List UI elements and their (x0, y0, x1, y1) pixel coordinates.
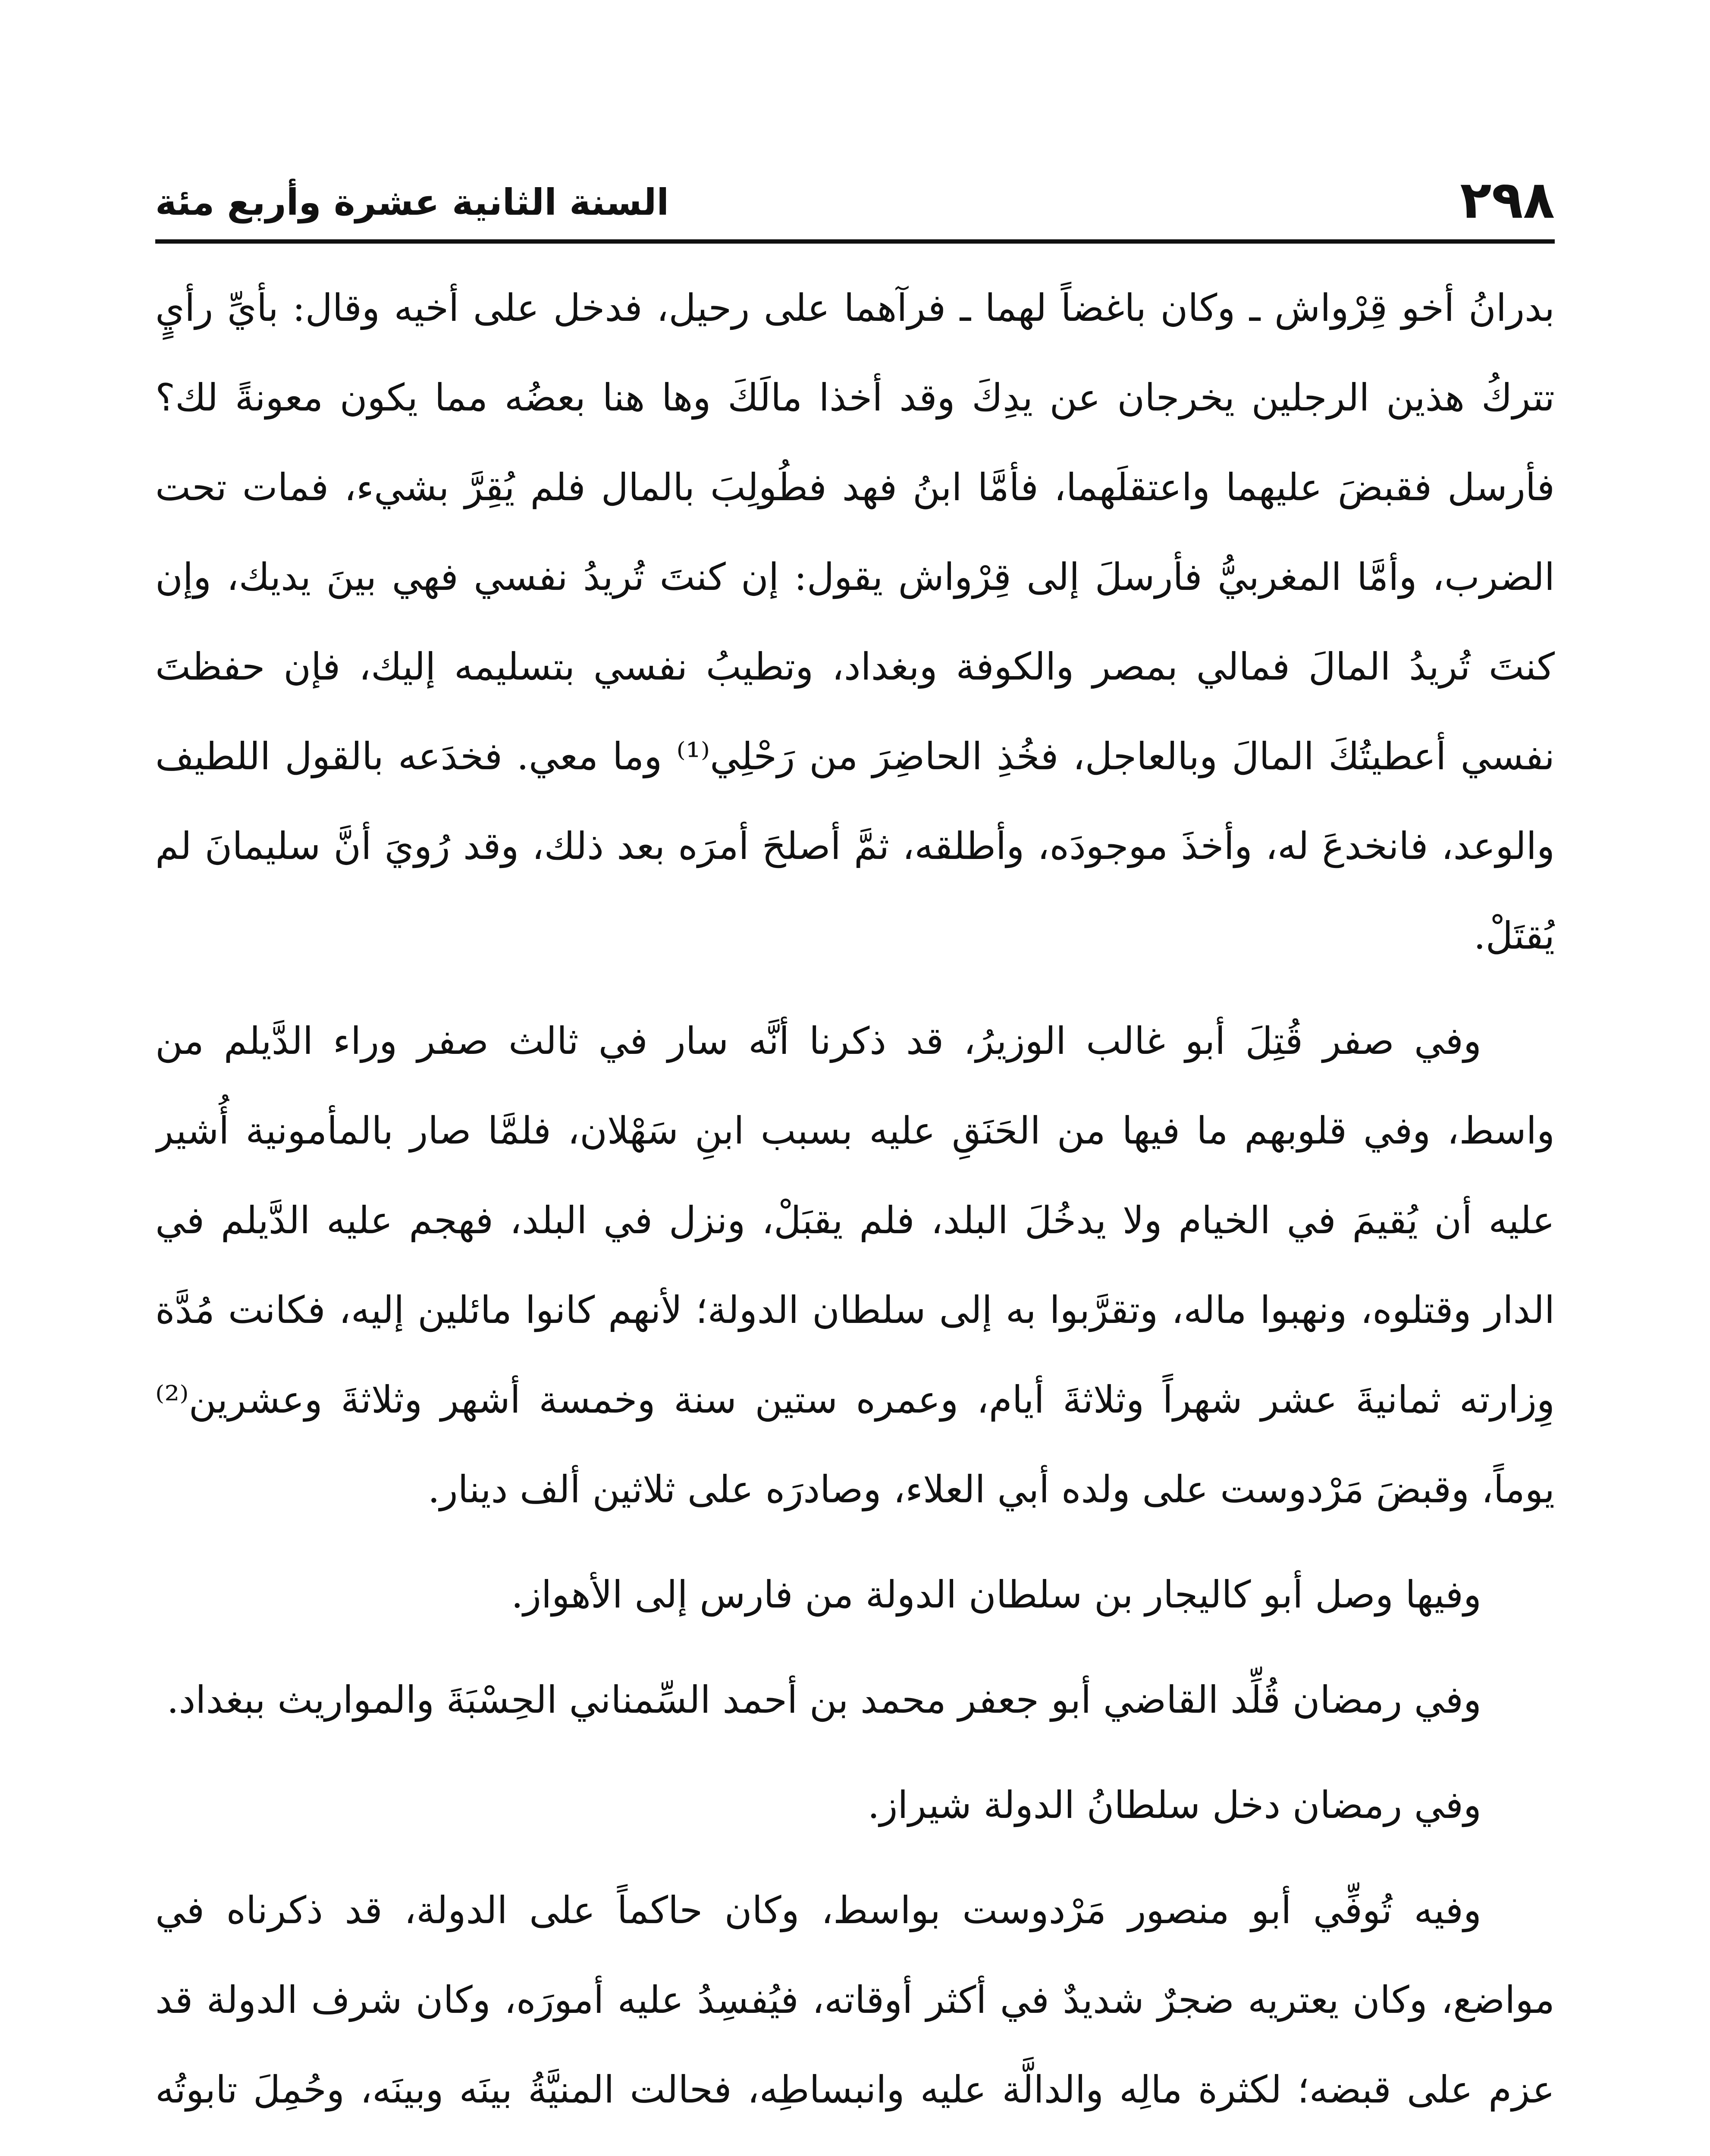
paragraph: وفيها وصل أبو كاليجار بن سلطان الدولة من فارس إلى الأهواز. (511, 1573, 1481, 1617)
paragraph: وفي رمضان دخل سلطانُ الدولة شيراز. (867, 1783, 1481, 1827)
page-number: ٢٩٨ (1460, 170, 1555, 230)
page-header (155, 170, 1555, 235)
paragraph: وفيه تُوفِّي أبو منصور مَرْدوست بواسط، وكان حاكماً على الدولة، قد ذكرناه في مواضع، وكان يعتريه ضجرٌ شديدٌ في أكثر أوقاته، فيُفسِدُ عليه أمورَه، وكان شرف الدولة قد عزم على قبضه؛ لكثرة مالِه والدالَّة عليه وانبساطِه، فحالت المنيَّةُ بينَه وبينَه، وحُمِلَ تابوتُه (155, 1888, 1555, 2112)
body-text (155, 263, 1555, 2156)
paragraph: وفي صفر قُتِلَ أبو غالب الوزيرُ، قد ذكرنا أنَّه سار في ثالث صفر وراء الدَّيلم من واسط، وفي قلوبهم ما فيها من الحَنَقِ عليه بسبب ابنِ سَهْلان، فلمَّا صار بالمأمونية أُشير عليه أن يُقيمَ في الخيام ولا يدخُلَ البلد، فلم يقبَلْ، ونزل في البلد، فهجم عليه الدَّيلم في الدار وقتلوه، ونهبوا ماله، وتقرَّبوا به إلى سلطان الدولة؛ لأنهم كانوا مائلين إليه، فكانت مُدَّة وِزارته ثمانيةَ عشر شهراً وثلاثةَ أيام، وعمره ستين سنة وخمسة أشهر وثلاثةَ وعشرين⁽²⁾ يوماً، وقبضَ مَرْدوست على ولده أبي العلاء، وصادرَه على ثلاثين ألف دينار. (155, 1019, 1555, 1511)
running-title: السنة الثانية عشرة وأربع مئة (155, 181, 669, 223)
header-rule (155, 239, 1555, 244)
paragraph: وفي رمضان قُلِّد القاضي أبو جعفر محمد بن أحمد السِّمناني الحِسْبَةَ والمواريث ببغداد. (166, 1678, 1481, 1722)
paragraph: بدرانُ أخو قِرْواش ـ وكان باغضاً لهما ـ فرآهما على رحيل، فدخل على أخيه وقال: بأيِّ رأيٍ تتركُ هذين الرجلين يخرجان عن يدِكَ وقد أخذا مالَكَ وها هنا بعضُه مما يكون معونةً لك؟ فأرسل فقبضَ عليهما واعتقلَهما، فأمَّا ابنُ فهد فطُولِبَ بالمال فلم يُقِرَّ بشيء، فمات تحت الضرب، وأمَّا المغربيُّ فأرسلَ إلى قِرْواش يقول: إن كنتَ تُريدُ نفسي فهي بينَ يديك، وإن كنتَ تُريدُ المالَ فمالي بمصر والكوفة وبغداد، وتطيبُ نفسي بتسليمه إليك، فإن حفظتَ نفسي أعطيتُكَ المالَ وبالعاجل، فخُذِ الحاضِرَ من رَحْلِي⁽¹⁾ وما معي. فخدَعه بالقول اللطيف والوعد، فانخدعَ له، وأخذَ موجودَه، وأطلقه، ثمَّ أصلحَ أمرَه بعد ذلك، وقد رُويَ أنَّ سليمانَ لم يُقتَلْ. (155, 286, 1555, 958)
